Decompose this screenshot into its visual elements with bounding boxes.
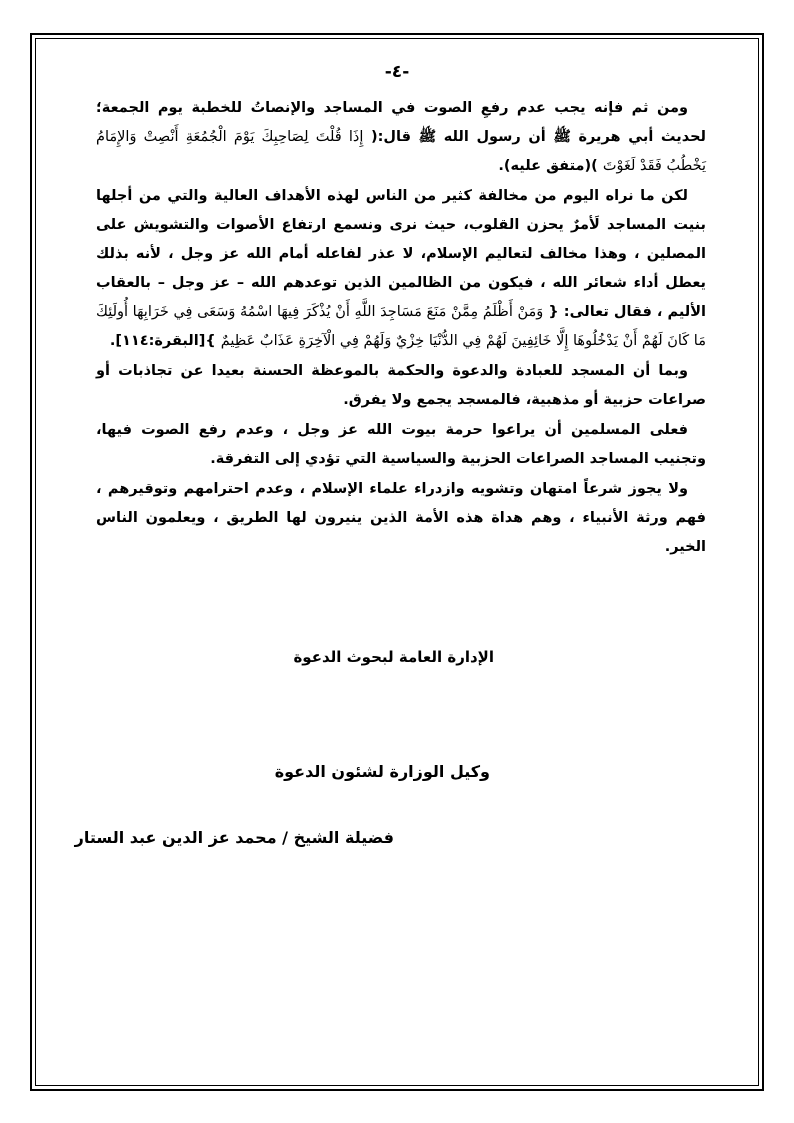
paragraph-text: وبما أن المسجد للعبادة والدعوة والحكمة بالموعظة الحسنة بعيدا عن تجاذبات أو صراعات حزبية أو مذهبية، فالمسجد يجمع ولا يفرق. bbox=[96, 363, 706, 408]
paragraph-text: ولا يجوز شرعاً امتهان وتشويه وازدراء علماء الإسلام ، وعدم احترامهم وتوقيرهم ، فهم ورثة الأنبياء ، وهم هداة هذه الأمة الذين ينيرون لها الطريق ، ويعلمون الناس الخير. bbox=[96, 481, 706, 555]
signature-name: فضيلة الشيخ / محمد عز الدين عبد الستار bbox=[74, 828, 394, 847]
paragraph-text: )(متفق عليه). bbox=[498, 158, 603, 174]
signature-deputy-title: وكيل الوزارة لشئون الدعوة bbox=[274, 762, 490, 781]
paragraph-violations bbox=[96, 182, 706, 356]
paragraph-text: ومن ثم فإنه يجب عدم رفعِ الصوت في المساجد والإنصاتُ للخطبة يوم الجمعة؛ لحديث أبي هريرة ﷺ أن رسول الله ﷺ قال:( bbox=[96, 100, 706, 145]
paragraph-friday-listening bbox=[96, 94, 706, 181]
hadith-quote: إِذَا قُلْتَ لِصَاحِبِكَ يَوْمَ الْجُمُعَةِ أَنْصِتْ وَالإِمَامُ يَخْطُبُ فَقَدْ لَغَوْتَ bbox=[96, 129, 706, 174]
page-number: -٤- bbox=[384, 62, 410, 82]
paragraph-respect-scholars bbox=[96, 475, 706, 562]
paragraph-text: لكن ما نراه اليوم من مخالفة كثير من الناس لهذه الأهداف العالية والتي من أجلها بنيت المساجد لَأمرٌ يحزن القلوب، حيث نرى ونسمع ارتفاع الأصوات والتشويش على المصلين ، وهذا مخالف لتعاليم الإسلام، لا عذر لفاعله أمام الله عز وجل ، لأنه بذلك يعطل أداء شعائر الله ، فيكون من الظالمين الذين توعدهم الله – عز وجل – بالعقاب الأليم ، فقال تعالى: { bbox=[96, 188, 706, 320]
paragraph-text: }[البقرة:١١٤]. bbox=[109, 333, 221, 349]
body-text bbox=[96, 94, 706, 563]
quran-verse: وَمَنْ أَظْلَمُ مِمَّنْ مَنَعَ مَسَاجِدَ اللَّهِ أَنْ يُذْكَرَ فِيهَا اسْمُهُ وَسَعَى فِي خَرَابِهَا أُولَئِكَ مَا كَانَ لَهُمْ أَنْ يَدْخُلُوهَا إِلَّا خَائِفِينَ لَهُمْ فِي الدُّنْيَا خِزْيٌ وَلَهُمْ فِي الْآخِرَةِ عَذَابٌ عَظِيمٌ bbox=[96, 304, 706, 349]
signature-department: الإدارة العامة لبحوث الدعوة bbox=[293, 648, 494, 666]
paragraph-respect-mosques bbox=[96, 416, 706, 474]
paragraph-mosque-purpose bbox=[96, 357, 706, 415]
paragraph-text: فعلى المسلمين أن يراعوا حرمة بيوت الله عز وجل ، وعدم رفع الصوت فيها، وتجنيب المساجد الصراعات الحزبية والسياسية التي تؤدي إلى التفرقة. bbox=[96, 422, 706, 467]
